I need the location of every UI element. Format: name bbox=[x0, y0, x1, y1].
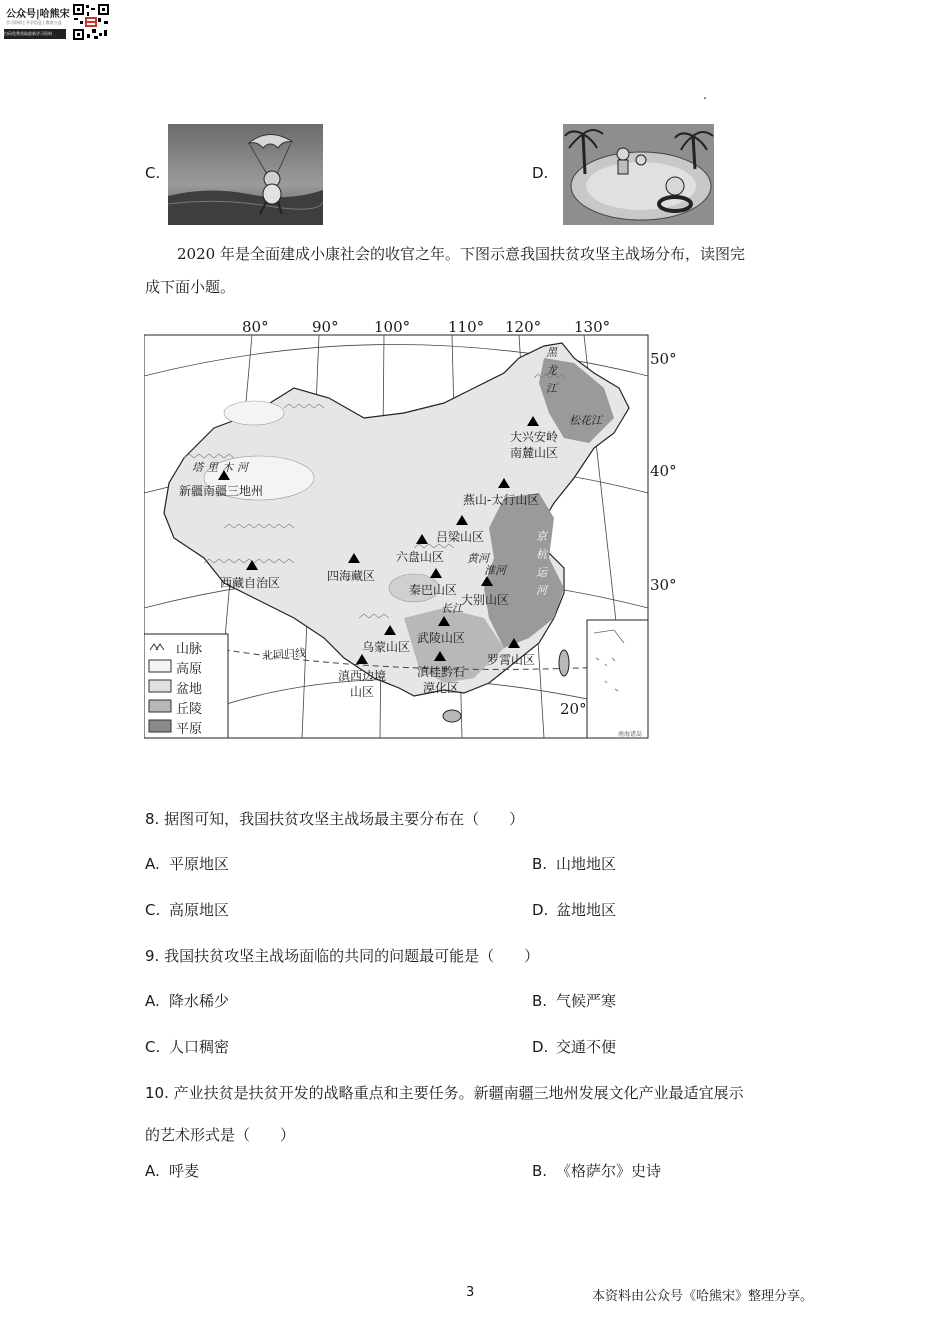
header-subtitle: 学习资料 | 升学信息 | 教育公益 bbox=[6, 20, 62, 25]
option-letter: B. bbox=[532, 992, 548, 1010]
swimming-illustration bbox=[563, 124, 714, 225]
question-9-option-d[interactable] bbox=[532, 1036, 616, 1057]
question-8-option-d[interactable] bbox=[532, 899, 616, 920]
region-label: 乌蒙山区 bbox=[362, 640, 411, 654]
region-label: 燕山-太行山区 bbox=[463, 493, 540, 507]
region-label: 滇西边境山区 bbox=[337, 669, 386, 699]
region-label: 大别山区 bbox=[461, 593, 510, 607]
question-9-option-a[interactable] bbox=[145, 990, 229, 1011]
option-text: 盆地地区 bbox=[556, 901, 617, 919]
lat-label: 40° bbox=[650, 462, 677, 480]
option-text: 气候严寒 bbox=[556, 992, 617, 1010]
parachute-illustration bbox=[168, 124, 323, 225]
legend-label: 山脉 bbox=[176, 642, 203, 657]
intro-line-2: 成下面小题。 bbox=[145, 278, 236, 296]
image-option-c-label: C. bbox=[145, 164, 161, 182]
option-text: 平原地区 bbox=[169, 855, 230, 873]
region-label: 滇桂黔石漠化区 bbox=[416, 665, 465, 695]
option-text: 呼麦 bbox=[169, 1162, 200, 1180]
tropic-label: 北回归线 bbox=[261, 646, 307, 663]
river-label: 松花江 bbox=[569, 414, 602, 427]
river-label: 黑龙江 bbox=[546, 346, 557, 395]
option-text: 人口稠密 bbox=[169, 1038, 230, 1056]
question-10-stem-continued: 的艺术形式是（ ） bbox=[145, 1126, 296, 1144]
region-label: 武陵山区 bbox=[417, 631, 466, 645]
river-label: 长江 bbox=[441, 602, 463, 615]
region-label: 罗霄山区 bbox=[487, 653, 536, 667]
lon-label: 100° bbox=[374, 318, 411, 336]
question-10-stem: 10. 产业扶贫是扶贫开发的战略重点和主要任务。新疆南疆三地州发展文化产业最适宜展示 bbox=[145, 1084, 744, 1102]
image-option-d-label: D. bbox=[532, 164, 549, 182]
river-label: 淮河 bbox=[484, 564, 506, 577]
inset-label: 南海诸岛 bbox=[618, 731, 643, 738]
region-label: 西藏自治区 bbox=[220, 576, 281, 590]
stray-dot: . bbox=[703, 88, 707, 102]
legend-label: 丘陵 bbox=[176, 702, 203, 717]
option-text: 降水稀少 bbox=[169, 992, 230, 1010]
legend-label: 盆地 bbox=[176, 682, 203, 697]
question-10-option-a[interactable] bbox=[145, 1160, 199, 1181]
legend-label: 高原 bbox=[176, 662, 203, 677]
river-label: 黄河 bbox=[467, 552, 489, 565]
page-number: 3 bbox=[466, 1285, 475, 1300]
lon-label: 110° bbox=[448, 318, 485, 336]
option-letter: B. bbox=[532, 1162, 548, 1180]
option-letter: A. bbox=[145, 992, 160, 1010]
region-label: 吕梁山区 bbox=[436, 530, 485, 544]
option-letter: C. bbox=[145, 901, 161, 919]
question-8-stem: 8. 据图可知，我国扶贫攻坚主战场最主要分布在（ ） bbox=[145, 810, 525, 828]
option-text: 山地地区 bbox=[556, 855, 617, 873]
region-label: 秦巴山区 bbox=[409, 583, 458, 597]
option-text: 高原地区 bbox=[169, 901, 230, 919]
lat-label: 20° bbox=[560, 700, 587, 718]
river-label: 塔里木河 bbox=[192, 461, 252, 474]
option-letter: C. bbox=[145, 1038, 161, 1056]
footer-note: 本资料由公众号《哈熊宋》整理分享。 bbox=[592, 1289, 814, 1304]
question-8-option-b[interactable] bbox=[532, 853, 616, 874]
lon-label: 80° bbox=[242, 318, 269, 336]
question-9-stem: 9. 我国扶贫攻坚主战场面临的共同的问题最可能是（ ） bbox=[145, 947, 540, 965]
region-label: 大兴安岭南麓山区 bbox=[509, 430, 558, 460]
question-8-option-a[interactable] bbox=[145, 853, 229, 874]
option-letter: B. bbox=[532, 855, 548, 873]
lon-label: 90° bbox=[312, 318, 339, 336]
option-letter: A. bbox=[145, 1162, 160, 1180]
question-9-option-b[interactable] bbox=[532, 990, 616, 1011]
qr-code-icon bbox=[72, 3, 110, 41]
region-label: 新疆南疆三地州 bbox=[179, 484, 264, 498]
question-9-option-c[interactable] bbox=[145, 1036, 229, 1057]
header-brand: 公众号|哈熊宋 bbox=[6, 9, 70, 20]
question-8-option-c[interactable] bbox=[145, 899, 229, 920]
intro-line-1: 2020 年是全面建成小康社会的收官之年。下图示意我国扶贫攻坚主战场分布，读图完 bbox=[177, 245, 745, 263]
option-letter: A. bbox=[145, 855, 160, 873]
lon-label: 120° bbox=[505, 318, 542, 336]
option-text: 交通不便 bbox=[556, 1038, 617, 1056]
option-text: 《格萨尔》史诗 bbox=[556, 1162, 662, 1180]
lat-label: 50° bbox=[650, 350, 677, 368]
lat-label: 30° bbox=[650, 576, 677, 594]
legend-label: 平原 bbox=[176, 722, 203, 737]
option-letter: D. bbox=[532, 1038, 549, 1056]
lon-label: 130° bbox=[574, 318, 611, 336]
header-banner: 扫码免费获取最新学习资料 bbox=[4, 29, 66, 39]
question-10-option-b[interactable] bbox=[532, 1160, 661, 1181]
region-label: 四海藏区 bbox=[327, 569, 376, 583]
river-label: 京杭运河 bbox=[536, 530, 547, 597]
poverty-map bbox=[144, 318, 684, 740]
option-letter: D. bbox=[532, 901, 549, 919]
region-label: 六盘山区 bbox=[396, 550, 445, 564]
